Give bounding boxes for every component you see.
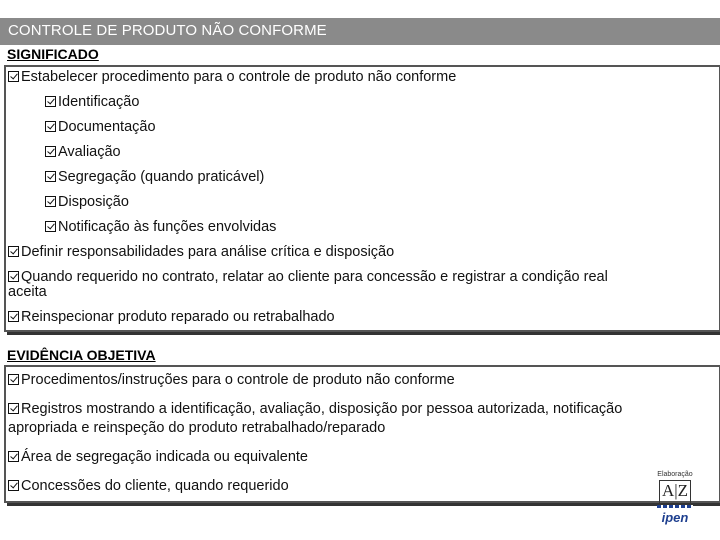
checked-box-icon bbox=[45, 146, 56, 157]
list-item: Avaliação bbox=[45, 144, 121, 160]
list-item: Definir responsabilidades para análise crítica e disposição bbox=[8, 244, 394, 260]
checked-box-icon bbox=[45, 96, 56, 107]
ipen-logo bbox=[640, 471, 710, 531]
checked-box-icon bbox=[8, 311, 19, 322]
logo-label: Elaboração bbox=[657, 471, 693, 478]
list-item-continuation: apropriada e reinspeção do produto retrabalhado/reparado bbox=[8, 420, 386, 436]
logo-stripes bbox=[657, 505, 693, 508]
checked-box-icon bbox=[8, 71, 19, 82]
list-item: Estabelecer procedimento para o controle de produto não conforme bbox=[8, 69, 456, 85]
list-item: Área de segregação indicada ou equivalente bbox=[8, 449, 308, 465]
list-item: Notificação às funções envolvidas bbox=[45, 219, 276, 235]
list-item-continuation: aceita bbox=[8, 284, 47, 300]
list-item: Procedimentos/instruções para o controle de produto não conforme bbox=[8, 372, 455, 388]
list-item: Quando requerido no contrato, relatar ao cliente para concessão e registrar a condição real bbox=[8, 269, 608, 285]
list-item: Reinspecionar produto reparado ou retrabalhado bbox=[8, 309, 335, 325]
list-item: Registros mostrando a identificação, avaliação, disposição por pessoa autorizada, notificação bbox=[8, 401, 622, 417]
logo-brand: ipen bbox=[661, 510, 689, 525]
az-mark-icon: A|Z bbox=[659, 480, 691, 504]
checked-box-icon bbox=[8, 480, 19, 491]
checked-box-icon bbox=[45, 121, 56, 132]
list-item: Concessões do cliente, quando requerido bbox=[8, 478, 289, 494]
checked-box-icon bbox=[45, 196, 56, 207]
checked-box-icon bbox=[8, 246, 19, 257]
checked-box-icon bbox=[8, 271, 19, 282]
checked-box-icon bbox=[45, 221, 56, 232]
checked-box-icon bbox=[8, 451, 19, 462]
page-title: CONTROLE DE PRODUTO NÃO CONFORME bbox=[8, 22, 327, 39]
section-heading-significado: SIGNIFICADO bbox=[7, 46, 99, 62]
checked-box-icon bbox=[45, 171, 56, 182]
list-item: Disposição bbox=[45, 194, 129, 210]
checked-box-icon bbox=[8, 374, 19, 385]
title-bar bbox=[0, 18, 720, 45]
list-item: Segregação (quando praticável) bbox=[45, 169, 264, 185]
list-item: Documentação bbox=[45, 119, 156, 135]
list-item: Identificação bbox=[45, 94, 139, 110]
checked-box-icon bbox=[8, 403, 19, 414]
section-heading-evidencia: EVIDÊNCIA OBJETIVA bbox=[7, 347, 156, 363]
